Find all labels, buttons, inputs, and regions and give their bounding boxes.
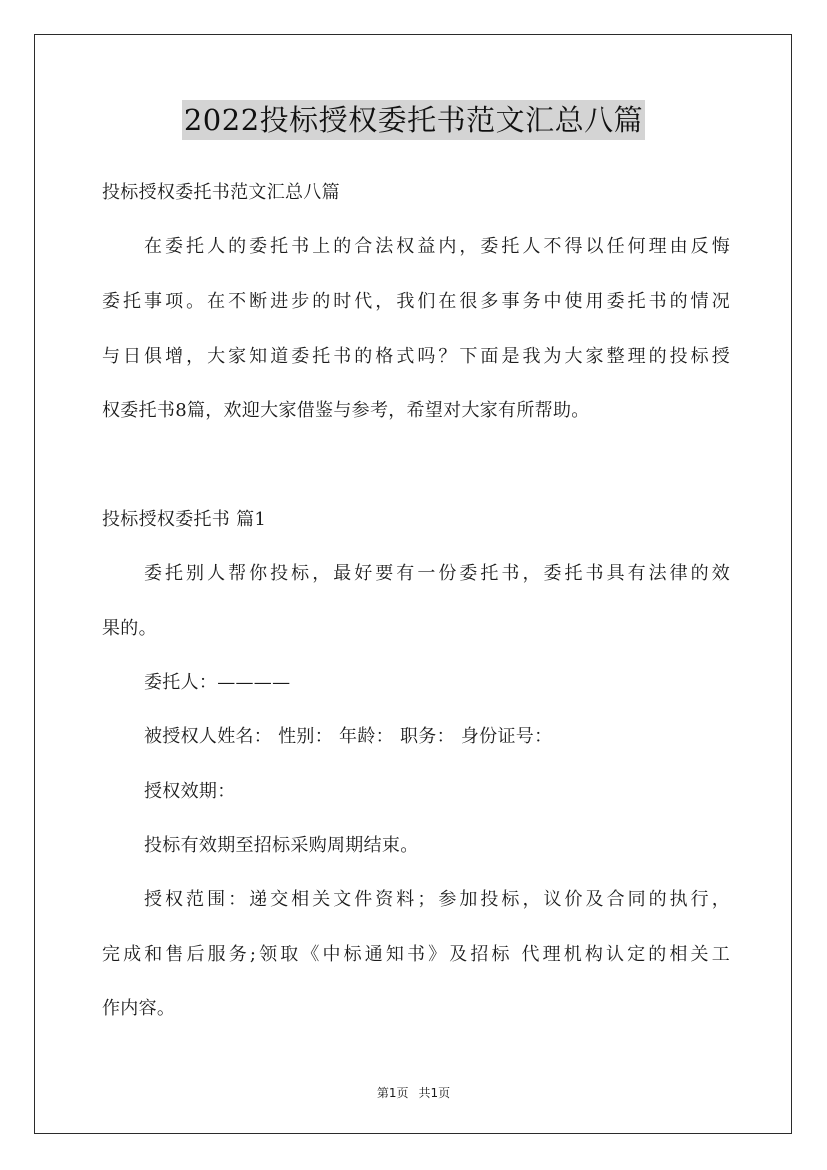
- scope-line-3: 作内容。: [102, 998, 176, 1019]
- intro-line-2: 委托事项。在不断进步的时代，我们在很多事务中使用委托书的情况: [102, 291, 730, 312]
- intro-line-4: 权委托书8篇，欢迎大家借鉴与参考，希望对大家有所帮助。: [102, 400, 590, 421]
- intro-line-1: 在委托人的委托书上的合法权益内，委托人不得以任何理由反悔: [144, 236, 730, 257]
- section-para-line-1: 委托别人帮你投标，最好要有一份委托书，委托书具有法律的效: [144, 563, 730, 584]
- scope-line-1: 授权范围：递交相关文件资料；参加投标，议价及合同的执行，: [144, 889, 730, 910]
- section-para-line-2: 果的。: [102, 618, 157, 639]
- validity-text: 投标有效期至招标采购周期结束。: [144, 835, 419, 856]
- title-container: [0, 100, 827, 140]
- page-total: 共1页: [418, 1086, 451, 1100]
- validity-label: 授权效期：: [144, 781, 236, 802]
- agent-fields-line: 被授权人姓名： 性别： 年龄： 职务： 身份证号：: [144, 726, 553, 747]
- section-heading: 投标授权委托书 篇1: [102, 509, 267, 530]
- page-footer: [0, 1084, 827, 1102]
- principal-line: 委托人：————: [144, 672, 291, 693]
- document-title: 2022投标授权委托书范文汇总八篇: [182, 100, 645, 140]
- document-subtitle: 投标授权委托书范文汇总八篇: [102, 182, 340, 203]
- scope-line-2: 完成和售后服务;领取《中标通知书》及招标 代理机构认定的相关工: [102, 944, 730, 965]
- page-number: 第1页: [376, 1086, 409, 1100]
- intro-line-3: 与日俱增，大家知道委托书的格式吗？下面是我为大家整理的投标授: [102, 346, 730, 367]
